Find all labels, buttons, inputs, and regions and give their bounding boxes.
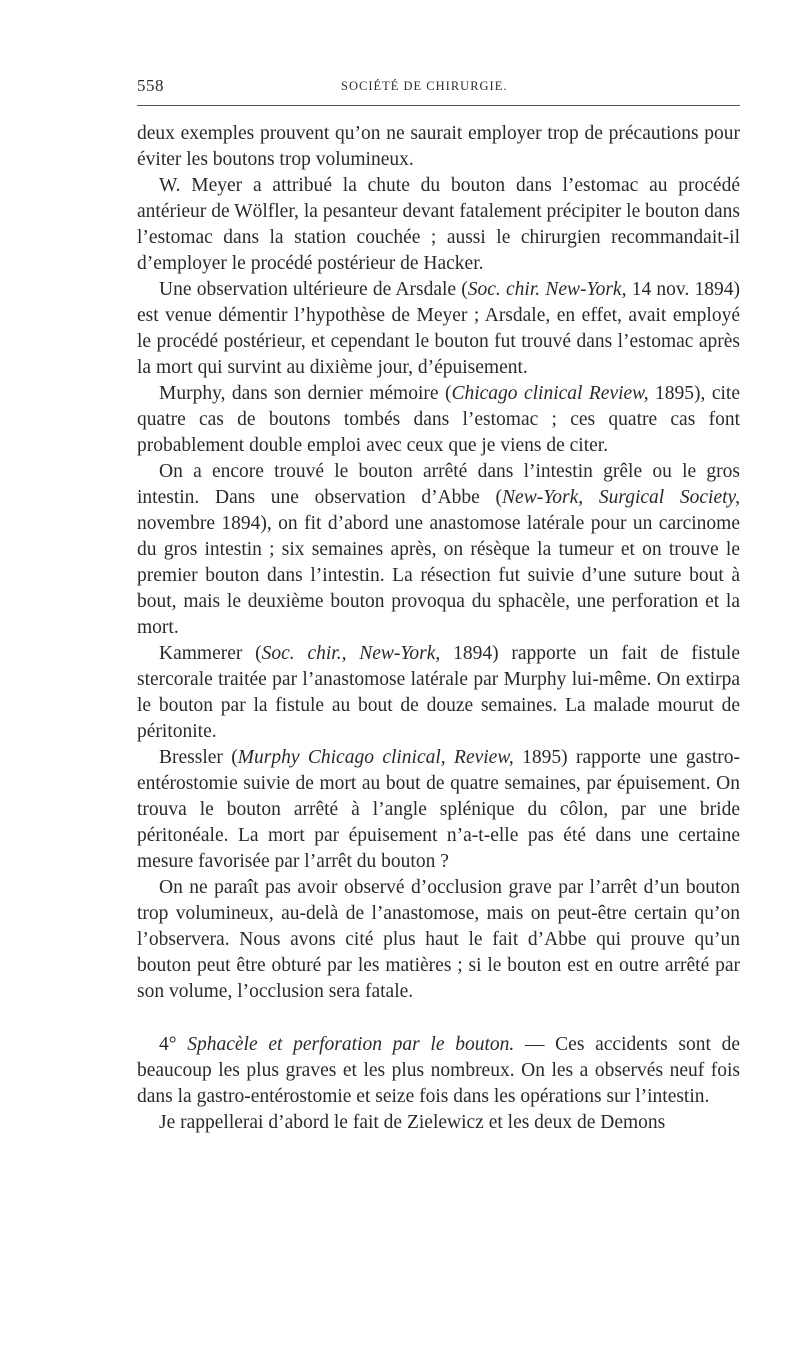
text-run: novembre 1894), on fit d’abord une anastomose latérale pour un carcinome du gros intestin ; six semaines après, on résèque la tumeur et on trouve le premier bouton dans l’intestin. La résection fut suivie d’une suture bout à bout, mais le deuxième bouton provoqua du sphacèle, une perforation et la mort. (137, 513, 740, 638)
text-run: Je rappellerai d’abord le fait de Zielewicz et les deux de Demons (159, 1112, 666, 1133)
text-run: deux exemples prouvent qu’on ne saurait employer trop de précautions pour éviter les boutons trop volumineux. (137, 123, 740, 170)
paragraph (137, 173, 740, 277)
paragraph (137, 459, 740, 641)
paragraph (137, 875, 740, 1005)
citation-italic: Murphy Chicago clinical, Review, (237, 747, 514, 768)
paragraph (137, 121, 740, 173)
paragraph (137, 1110, 740, 1136)
paragraph (137, 745, 740, 875)
running-head: SOCIÉTÉ DE CHIRURGIE. (341, 79, 508, 93)
page-header (137, 76, 740, 98)
paragraph (137, 641, 740, 745)
citation-italic: Soc. chir., New-York, (261, 643, 441, 664)
text-run: 1895) rapporte une gastro-entérostomie suivie de mort au bout de quatre semaines, par épuisement. On trouva le bouton arrêté à l’angle splénique du côlon, par une bride péritonéale. La mort par épuisement n’a-t-elle pas été dans une certaine mesure favorisée par l’arrêt du bouton ? (137, 747, 740, 872)
text-run: — Ces accidents sont de beaucoup les plus graves et les plus nombreux. On les a observés neuf fois dans la gastro-entérostomie et seize fois dans les opérations sur l’intestin. (137, 1034, 740, 1107)
section-heading-italic: Sphacèle et perforation par le bouton. (187, 1034, 515, 1055)
page-number: 558 (137, 76, 164, 95)
paragraph (137, 381, 740, 459)
text-run: Murphy, dans son dernier mémoire ( (159, 383, 452, 404)
citation-italic: Chicago clinical Review, (451, 383, 649, 404)
citation-italic: Soc. chir. New-York, (467, 279, 627, 300)
text-run: 1895), cite quatre cas de boutons tombés dans l’estomac ; ces quatre cas font probablement double emploi avec ceux que je viens de citer. (137, 383, 740, 456)
text-run: 1894) rapporte un fait de fistule stercorale traitée par l’anastomose latérale par Murphy lui-même. On extirpa le bouton par la fistule au bout de douze semaines. La malade mourut de péritonite. (137, 643, 740, 742)
text-run: W. Meyer a attribué la chute du bouton dans l’estomac au procédé antérieur de Wölfler, la pesanteur devant fatalement précipiter le bouton dans l’estomac dans la station couchée ; aussi le chirurgien recommandait-il d’employer le procédé postérieur de Hacker. (137, 175, 740, 274)
text-run: On ne paraît pas avoir observé d’occlusion grave par l’arrêt d’un bouton trop volumineux, au-delà de l’anastomose, mais on peut-être certain qu’on l’observera. Nous avons cité plus haut le fait d’Abbe qui prouve qu’un bouton peut être obturé par les matières ; si le bouton est en outre arrêté par son volume, l’occlusion sera fatale. (137, 877, 740, 1002)
text-run: Kammerer ( (159, 643, 262, 664)
text-run: 4° (159, 1034, 188, 1055)
text-run: Bressler ( (159, 747, 238, 768)
body-text (137, 121, 740, 1136)
text-run: 14 nov. 1894) est venue démentir l’hypothèse de Meyer ; Arsdale, en effet, avait employé le procédé postérieur, et cependant le bouton fut trouvé dans l’estomac après la mort qui survint au dixième jour, d’épuisement. (137, 279, 740, 378)
text-run: On a encore trouvé le bouton arrêté dans l’intestin grêle ou le gros intestin. Dans une observation d’Abbe ( (137, 461, 740, 508)
header-rule (137, 105, 740, 106)
paragraph (137, 277, 740, 381)
paragraph (137, 1032, 740, 1110)
citation-italic: New-York, Surgical Society, (502, 487, 740, 508)
text-run: Une observation ultérieure de Arsdale ( (159, 279, 468, 300)
